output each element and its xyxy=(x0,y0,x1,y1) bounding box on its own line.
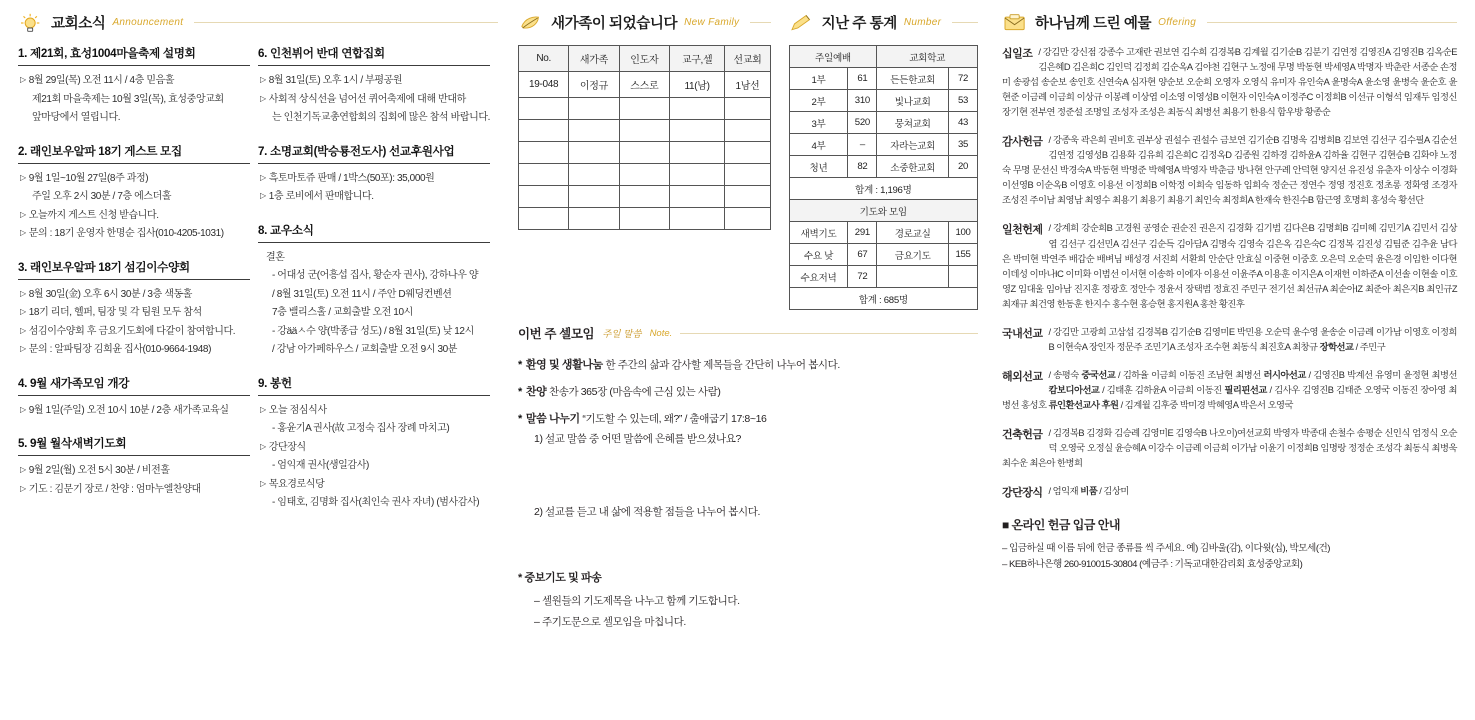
cell-count: 155 xyxy=(949,244,978,266)
offering-group-names: / 송평숙 중국선교 / 김하율 이금희 이동진 조남현 최병선 러시아선교 / 김영진B 박계선 유영미 윤정현 최병선 캄보디아선교 / 김태훈 김하윤A 이금희 이동진 필리핀선교 / 김사우 김영진B 김태준 오영국 이동진 장아영 최병선 홍성호 류인환선교사 후원 / 김계월 김후중 박미경 박혜영A 박은서 오영국 xyxy=(1002,369,1457,410)
cell-count xyxy=(949,266,978,288)
prayer-total: 합계 : 685명 xyxy=(789,288,977,310)
newfamily-table xyxy=(518,45,771,230)
header-rule xyxy=(680,333,978,334)
triangle-bullet-icon: ▷ xyxy=(20,307,26,316)
announcement-item xyxy=(18,435,250,497)
announcement-line: 7층 밸리스홀 / 교회출발 오전 10시 xyxy=(272,307,413,318)
announcement-item-title: 5. 9월 월삭새벽기도회 xyxy=(18,435,250,456)
online-offering-block xyxy=(1002,516,1457,574)
offering-group-title: 건축헌금 xyxy=(1002,428,1043,441)
announcement-line: 9월 1일(주일) 오전 10시 10분 / 2층 새가족교육실 xyxy=(28,404,229,416)
announcement-line: 목요경로식당 xyxy=(268,478,325,490)
announcement-line: - 홍윤기A 권사(故 고정숙 집사 장례 마치고) xyxy=(272,423,450,434)
cell-count: 61 xyxy=(848,68,877,90)
triangle-bullet-icon: ▷ xyxy=(20,325,26,335)
announcement-line: 기도 : 김문기 장로 / 찬양 : 엄마누엘찬양대 xyxy=(28,483,201,495)
offering-group-title: 국내선교 xyxy=(1002,327,1043,340)
offering-title-en: Offering xyxy=(1158,17,1197,28)
cell-count: 72 xyxy=(949,68,978,90)
announcement-item xyxy=(258,45,490,126)
cell-label: 소중한교회 xyxy=(877,156,949,178)
announcement-item-title: 2. 래인보우알파 18기 게스트 모집 xyxy=(18,143,250,164)
announcement-line: 는 인천기독교총연합회의 집회에 많은 참석 바랍니다. xyxy=(272,112,490,123)
triangle-bullet-icon: ▷ xyxy=(20,75,26,84)
cell-item-text: “기도할 수 있는데, 왜?” / 출애굽기 17:8~16 xyxy=(582,413,767,425)
table-subheader-row xyxy=(789,200,977,222)
cell-inviter: 스스로 xyxy=(619,72,669,98)
announcement-line: 사회적 상식선을 넘어선 퀴어축제에 대해 반대하 xyxy=(268,93,466,105)
announcement-line: 제21회 마을축제는 10월 3일(목), 효성중앙교회 xyxy=(32,93,224,105)
cell-label xyxy=(877,266,949,288)
announcement-item-title: 4. 9월 새가족모임 개강 xyxy=(18,375,250,396)
offering-group xyxy=(1002,325,1457,355)
offering-group xyxy=(1002,133,1457,208)
newfamily-title-ko: 새가족이 되었습니다 xyxy=(551,16,678,32)
cell-label: 3부 xyxy=(789,112,848,134)
announcement-line: 문의 : 18기 운영자 한명순 집사(010-4205-1031) xyxy=(28,228,224,239)
triangle-bullet-icon: ▷ xyxy=(20,209,26,219)
announcement-line: 1층 로비에서 판매합니다. xyxy=(268,191,374,202)
cell-label: 수요 낮 xyxy=(789,244,848,266)
cell-count: 72 xyxy=(848,266,877,288)
table-row xyxy=(519,208,771,230)
col-header-sunday-worship: 주일예배 xyxy=(789,46,877,68)
offering-group-names: / 김경복B 김경화 김승례 김영미E 김영숙B 나오이)여선교회 박영자 박종대 손철수 송평순 신인식 엄정식 오순덕 오영국 오정실 윤승혜A 이강수 이금례 이금희 이가남 이윤기 이정희B 임명랑 정정순 조성각 최동식 최병욱 최수운 최은아 한병희 xyxy=(1002,427,1457,469)
cell-prayer-line: – 주기도문으로 셀모임을 마칩니다. xyxy=(534,616,686,628)
table-row xyxy=(519,120,771,142)
triangle-bullet-icon: ▷ xyxy=(20,288,26,298)
triangle-bullet-icon: ▷ xyxy=(260,404,266,414)
announcement-item-title: 1. 제21회, 효성1004마을축제 설명회 xyxy=(18,45,250,66)
offering-title-ko: 하나님께 드린 예물 xyxy=(1035,16,1152,32)
offering-group xyxy=(1002,221,1457,311)
triangle-bullet-icon: ▷ xyxy=(260,93,266,103)
triangle-bullet-icon: ▷ xyxy=(260,191,266,200)
announcement-line: 8월 29일(목) 오전 11시 / 4층 믿음홀 xyxy=(28,75,175,86)
cell-count: 520 xyxy=(848,112,877,134)
cell-label: 청년 xyxy=(789,156,848,178)
table-row xyxy=(519,164,771,186)
col-header-cell: 교구,셀 xyxy=(669,46,724,72)
offering-group-title: 강단장식 xyxy=(1002,487,1043,500)
cell-item-label: 말씀 나누기 xyxy=(525,413,580,425)
offering-section-header xyxy=(1002,12,1457,33)
cell-count: – xyxy=(848,134,877,156)
header-rule xyxy=(194,22,498,23)
triangle-bullet-icon: ▷ xyxy=(20,172,26,182)
envelope-icon xyxy=(1002,13,1028,33)
cell-item-label: 환영 및 생활나눔 xyxy=(525,359,603,371)
asterisk-icon: * xyxy=(518,359,522,371)
cell-count: 35 xyxy=(949,134,978,156)
cell-label: 새벽기도 xyxy=(789,222,848,244)
table-total-row xyxy=(789,178,977,200)
offering-group-title: 감사헌금 xyxy=(1002,136,1043,149)
offering-group-names: / 강김만 강신점 강종수 고재란 권보연 김수희 김경복B 김계월 김기순B 김분기 김연정 김영진A 김영진B 김옥순E 김은혜D 김은희C 김인덕 김정희 김순옥A 김야천 김현구 노정애 무명 박동현 박세영A 박명자 박춘란 서종순 손정미 송광섭 송순보 송인호 신연숙A 심자현 양순보 오순희 오영자 오영식 유미자 유인숙A 윤명숙A 윤소영 윤병숙 윤순호 윤현준 이금례 이금희 이상규 이봉례 이상엽 이소영 이영성B 이현자 이인숙A 이정주C 이정희B 이선규 이형석 임재두 임정신 장기현 전부연 정준설 조명일 조성자 조성은 최동식 최병선 최용기 한용식 함우방 황종순 xyxy=(1002,47,1457,118)
cell-item-text: 한 주간의 삶과 감사할 제목들을 간단히 나누어 봅시다. xyxy=(605,359,840,371)
col-header-prayer: 기도와 모임 xyxy=(789,200,977,222)
newfamily-block xyxy=(518,12,771,310)
online-offering-line: – KEB하나은행 260-910015-30804 (예금주 : 기독교대한감리회 효성중앙교회) xyxy=(1002,559,1303,571)
offering-group xyxy=(1002,368,1457,413)
announcement-line: 오늘 점심식사 xyxy=(268,404,327,416)
cell-name: 이정규 xyxy=(569,72,619,98)
table-row xyxy=(519,72,771,98)
header-rule xyxy=(750,22,770,23)
newfamily-section-header xyxy=(518,12,771,33)
table-row xyxy=(789,222,977,244)
offering-column xyxy=(988,12,1467,714)
triangle-bullet-icon: ▷ xyxy=(20,483,26,493)
cell-meeting-note-en: Note. xyxy=(649,327,673,339)
triangle-bullet-icon: ▷ xyxy=(20,228,26,237)
cell-label: 자라는교회 xyxy=(877,134,949,156)
header-rule xyxy=(1207,22,1457,23)
announcement-section-header xyxy=(18,12,498,33)
table-row xyxy=(519,142,771,164)
col-header-mission: 선교회 xyxy=(725,46,770,72)
number-section-header xyxy=(789,12,978,33)
announcement-item-title: 3. 래인보우알파 18기 섬김이수양회 xyxy=(18,259,250,280)
announcement-line: 8월 31일(토) 오후 1시 / 부평공원 xyxy=(268,75,403,86)
cell-label: 뭉쳐교회 xyxy=(877,112,949,134)
announcement-line: 주일 오후 2시 30분 / 7층 에스더홀 xyxy=(32,191,172,202)
offering-group-title: 일천헌제 xyxy=(1002,224,1043,237)
triangle-bullet-icon: ▷ xyxy=(260,441,266,451)
online-offering-heading: ■ 온라인 헌금 입금 안내 xyxy=(1002,518,1120,533)
statistics-block xyxy=(789,12,978,310)
col-header-no: No. xyxy=(519,46,569,72)
cell-count: 291 xyxy=(848,222,877,244)
table-header-row xyxy=(789,46,977,68)
cell-item-label: 찬양 xyxy=(525,386,547,398)
announcement-list-left xyxy=(18,45,258,528)
cell-label: 든든한교회 xyxy=(877,68,949,90)
cell-count: 53 xyxy=(949,90,978,112)
announcement-item xyxy=(18,45,250,126)
cell-count: 43 xyxy=(949,112,978,134)
announcement-title-en: Announcement xyxy=(112,17,184,28)
cell-mission: 1남선 xyxy=(725,72,770,98)
cell-label: 4부 xyxy=(789,134,848,156)
table-header-row xyxy=(519,46,771,72)
cell-meeting-note-ko: 주일 말씀 xyxy=(602,329,642,340)
col-header-name: 새가족 xyxy=(569,46,619,72)
newfamily-stats-column xyxy=(508,12,988,714)
triangle-bullet-icon: ▷ xyxy=(20,465,26,474)
cell-label: 금요기도 xyxy=(877,244,949,266)
triangle-bullet-icon: ▷ xyxy=(260,478,266,488)
announcement-item xyxy=(18,375,250,419)
announcement-item xyxy=(258,222,490,358)
triangle-bullet-icon: ▷ xyxy=(20,344,26,353)
offering-group-names: / 엄익재 비품 / 김상미 xyxy=(1048,486,1129,497)
announcement-line: 9월 1일~10월 27일(8주 과정) xyxy=(28,172,149,184)
cell-meeting-header xyxy=(518,324,978,342)
cell-count: 100 xyxy=(949,222,978,244)
cell-label: 1부 xyxy=(789,68,848,90)
offering-group-title: 해외선교 xyxy=(1002,370,1043,383)
announcement-item xyxy=(18,143,250,242)
announcement-item-title: 9. 봉헌 xyxy=(258,375,490,396)
online-offering-line: – 입금하실 때 이름 뒤에 헌금 종류를 씩 주세요. 예) 김바울(감), 이다윗(십), 박모세(건) xyxy=(1002,543,1330,555)
announcement-item-title: 6. 인천뷔어 반대 연합집회 xyxy=(258,45,490,66)
table-row xyxy=(789,266,977,288)
table-total-row xyxy=(789,288,977,310)
lightbulb-icon xyxy=(18,13,44,33)
cell-item-text: 찬송가 365장 (마음속에 근심 있는 사람) xyxy=(549,386,721,398)
offering-group-names: / 강김만 고광희 고삼섭 김경복B 김기순B 김영미E 박민용 오순덕 윤수영 윤송순 이금례 이가남 이영호 이정희B 이현숙A 장인자 정문주 조민기A 조성자 조수현 최동식 최진호A 최창규 장학선교 / 주민구 xyxy=(1048,326,1457,352)
number-title-ko: 지난 주 통계 xyxy=(821,16,897,32)
cell-item xyxy=(518,383,978,399)
pencil-icon xyxy=(789,13,815,33)
announcement-line: 앞마당에서 열립니다. xyxy=(32,112,121,123)
announcement-line: 강단장식 xyxy=(268,441,306,453)
cell-question-1: 1) 설교 말씀 중 어떤 말씀에 은혜를 받으셨나요? xyxy=(534,433,741,445)
cell-meeting-block xyxy=(518,324,978,629)
triangle-bullet-icon: ▷ xyxy=(260,172,266,182)
cell-meeting-title: 이번 주 셀모임 xyxy=(518,327,595,341)
offering-group-names: / 강종욱 곽은희 권비호 권부상 권설수 권설수 금보연 김기순B 김명욱 김병희B 김보연 김선구 김수필A 김순선 김연정 김영성B 김용화 김유희 김은희C 김정옥D 김종원 김하경 김하윤A 김하율 김현구 김현승B 김화야 노정숙 무명 문선신 박경숙A 박동현 박명준 박혜영A 박영자 박춘금 방나현 안구례 안덕현 양지선 유진성 유춘자 이상수 이경화 이선영B 이순옥B 이영호 이용선 이정희B 이학정 이희숙 임동하 임희숙 정순근 정연수 정영 정진호 정초롱 정화영 조경자 조성진 주이남 최영남 최영수 최용기 최용기 최용기 최인숙 최정희A 한재숙 한진수B 함근영 호명희 홍성숙 황선단 xyxy=(1002,135,1457,206)
cell-prayer-title: * 중보기도 및 파송 xyxy=(518,572,602,584)
number-title-en: Number xyxy=(903,17,942,28)
header-rule xyxy=(952,22,978,23)
cell-count: 82 xyxy=(848,156,877,178)
table-row xyxy=(519,186,771,208)
table-row xyxy=(789,90,977,112)
offering-group xyxy=(1002,426,1457,471)
table-row xyxy=(789,156,977,178)
triangle-bullet-icon: ▷ xyxy=(260,75,266,84)
announcement-line: / 8월 31일(토) 오전 11시 / 주안 D웨딩컨벤션 xyxy=(272,288,452,300)
offering-group xyxy=(1002,45,1457,120)
offering-group-title: 십일조 xyxy=(1002,48,1033,60)
announcement-line: - 어대성 군(어흥섭 집사, 황순자 권사), 강하나우 양 xyxy=(272,270,479,281)
announcement-line: 결혼 xyxy=(266,251,285,263)
cell-label: 경로교실 xyxy=(877,222,949,244)
cell-prayer-line: – 셀원들의 기도제목을 나누고 함께 기도합니다. xyxy=(534,595,740,607)
table-row xyxy=(789,68,977,90)
table-row xyxy=(789,134,977,156)
announcement-title-ko: 교회소식 xyxy=(51,16,106,32)
asterisk-icon: * xyxy=(518,386,522,398)
col-header-inviter: 인도자 xyxy=(619,46,669,72)
announcement-line: - 임태호, 김명화 집사(최인숙 권사 자녀) (범사감사) xyxy=(272,497,480,508)
cell-label: 빛나교회 xyxy=(877,90,949,112)
worship-total: 합계 : 1,196명 xyxy=(789,178,977,200)
table-row xyxy=(789,112,977,134)
announcement-line: 흑토마토쥬 판매 / 1박스(50포): 35,000원 xyxy=(268,172,435,184)
triangle-bullet-icon: ▷ xyxy=(20,404,26,414)
leaf-icon xyxy=(518,13,544,33)
col-header-church-school: 교회학교 xyxy=(877,46,978,68)
announcement-column xyxy=(8,12,508,714)
cell-label: 2부 xyxy=(789,90,848,112)
cell-item xyxy=(518,410,978,426)
announcement-item-title: 7. 소명교회(박승룡전도사) 선교후원사업 xyxy=(258,143,490,164)
announcement-line: 섬김이수양회 후 금요기도회에 다같이 참여합니다. xyxy=(28,325,236,337)
announcement-line: 18기 리더, 헬퍼, 팀장 및 각 팀원 모두 참석 xyxy=(28,307,202,318)
offering-group xyxy=(1002,484,1457,500)
cell-count: 67 xyxy=(848,244,877,266)
announcement-line: - 엄익재 권사(생일감사) xyxy=(272,460,369,471)
cell-item xyxy=(518,356,978,372)
announcement-line: 9월 2일(월) 오전 5시 30분 / 비전홀 xyxy=(28,465,170,476)
cell-cell: 11(남) xyxy=(669,72,724,98)
offering-group-names: / 강계희 강순희B 고경원 공영순 권순진 권은지 김경화 김기범 김다은B 김명희B 김미혜 김민기A 김민서 김상엽 김선구 김선민A 김선구 김순득 김아담A 김명숙 김영숙 김은옥 김은숙C 김정복 김진성 김팀준 김추윤 남다은 박미현 박연주 배갑순 배벼님 배성경 서진희 서환희 안순단 안효실 이중현 이중호 오은덕 오순덕 윤은경 이임한 이다현 이데성 이마나IC 이미화 이범선 이서현 이송하 이에자 이용선 이윤주A 이용훈 이지은A 이재헌 이하준A 이선솔 이현솔 이호영Z 임대울 임아남 진지훈 정광호 정안수 정윤서 장택범 정효진 주민구 전기선 최선규A 최순아IZ 최준아 최은지B 최인규Z 최재규 최건영 한동훈 한지수 홍수현 홍승현 홍지원A 홍찬 황진후 xyxy=(1002,223,1457,309)
announcement-line: - 강ääㅅ수 양(박종급 성도) / 8월 31일(토) 낮 12시 xyxy=(272,325,474,337)
announcement-item-title: 8. 교우소식 xyxy=(258,222,490,243)
asterisk-icon: * xyxy=(518,413,522,425)
announcement-line: 오늘까지 게스트 신청 받습니다. xyxy=(28,209,159,221)
cell-count: 20 xyxy=(949,156,978,178)
cell-no: 19-048 xyxy=(519,72,569,98)
cell-count: 310 xyxy=(848,90,877,112)
worship-stats-table xyxy=(789,45,978,310)
announcement-item xyxy=(18,259,250,358)
cell-question-2: 2) 설교를 듣고 내 삶에 적용할 점들을 나누어 봅시다. xyxy=(534,506,761,518)
announcement-line: 8월 30일(金) 오후 6시 30분 / 3층 색동홀 xyxy=(28,288,192,300)
table-row xyxy=(789,244,977,266)
announcement-line: / 강남 아가페하우스 / 교회출발 오전 9시 30분 xyxy=(272,344,458,355)
cell-label: 수요저녁 xyxy=(789,266,848,288)
table-row xyxy=(519,98,771,120)
announcement-item xyxy=(258,375,490,511)
announcement-item xyxy=(258,143,490,205)
announcement-list-right xyxy=(258,45,498,528)
announcement-line: 문의 : 알파팀장 김희윤 집사(010-9664-1948) xyxy=(28,344,212,355)
newfamily-title-en: New Family xyxy=(684,17,740,28)
